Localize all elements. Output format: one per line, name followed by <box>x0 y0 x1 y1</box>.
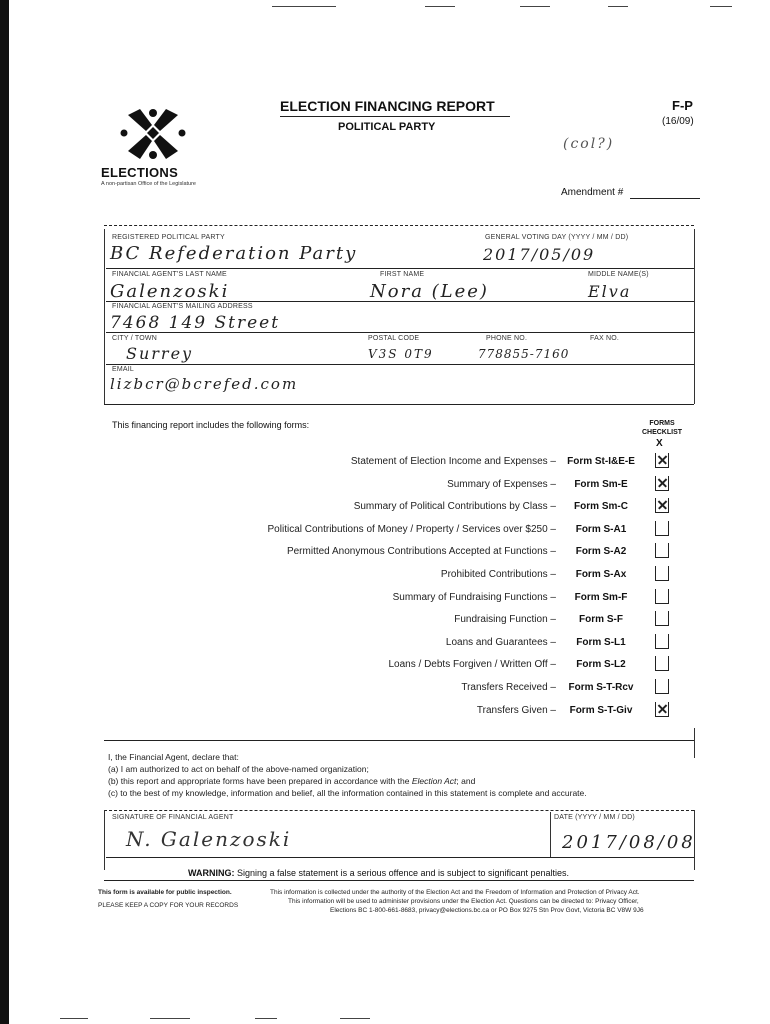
warning-text: Signing a false statement is a serious offence and is subject to significant penalties. <box>237 868 570 878</box>
signature-box-left <box>104 810 105 870</box>
footer-public: This form is available for public inspection. <box>98 889 232 896</box>
form-version: (16/09) <box>662 116 694 127</box>
voting-day-value: 2017/05/09 <box>483 245 596 264</box>
form-checkbox[interactable] <box>655 589 669 604</box>
scan-mark <box>608 6 628 7</box>
warning-line <box>104 880 694 881</box>
box-left <box>104 229 105 404</box>
form-row-desc: Prohibited Contributions – <box>440 569 556 580</box>
form-row-desc: Summary of Political Contributions by Class – <box>353 501 556 512</box>
middle-name-label: MIDDLE NAME(S) <box>588 271 649 278</box>
amendment-label: Amendment # <box>561 187 624 198</box>
amendment-line <box>630 198 700 199</box>
declaration-b <box>108 776 475 786</box>
postal-value: V3S 0T9 <box>368 347 434 361</box>
form-row-code: Form S-Ax <box>575 569 627 580</box>
form-checkbox[interactable] <box>655 498 669 513</box>
elections-logo <box>118 103 188 165</box>
form-row-code: Form Sm-E <box>574 479 628 490</box>
form-row-desc: Summary of Fundraising Functions – <box>392 592 556 603</box>
form-checkbox[interactable] <box>655 679 669 694</box>
form-row-desc: Transfers Received – <box>461 682 556 693</box>
party-label: REGISTERED POLITICAL PARTY <box>112 234 225 241</box>
phone-label: PHONE NO. <box>486 335 528 342</box>
scan-mark <box>520 6 550 7</box>
form-row-desc: Statement of Election Income and Expenses – <box>350 456 556 467</box>
form-row-code: Form Sm-F <box>574 592 628 603</box>
form-row-code: Form S-T-Rcv <box>568 682 634 693</box>
last-name-label: FINANCIAL AGENT'S LAST NAME <box>112 271 227 278</box>
logo-tagline: A non-partisan Office of the Legislature <box>101 181 196 187</box>
forms-intro: This financing report includes the following forms: <box>112 420 310 430</box>
report-title: ELECTION FINANCING REPORT <box>280 98 495 114</box>
date-divider <box>550 812 551 857</box>
scan-mark <box>425 6 455 7</box>
form-checkbox[interactable] <box>655 702 669 717</box>
address-value: 7468 149 Street <box>110 313 281 333</box>
date-label: DATE (YYYY / MM / DD) <box>554 814 635 821</box>
footer-info-1: This information is collected under the authority of the Election Act and the Freedom of Information and Protection of Privacy Act. <box>270 889 640 896</box>
form-checkbox[interactable] <box>655 566 669 581</box>
declaration-c: (c) to the best of my knowledge, information and belief, all the information contained in this statement is complete and accurate. <box>108 788 587 798</box>
postal-label: POSTAL CODE <box>368 335 420 342</box>
form-row-code: Form St-I&E-E <box>567 456 635 467</box>
declaration-b-suffix: ; and <box>456 776 476 786</box>
checklist-x: X <box>656 438 663 449</box>
email-label: EMAIL <box>112 366 135 373</box>
signature-box-top <box>104 810 694 811</box>
city-label: CITY / TOWN <box>112 335 157 342</box>
declaration-a: (a) I am authorized to act on behalf of the above-named organization; <box>108 764 369 774</box>
first-name-value: Nora (Lee) <box>370 281 489 302</box>
box-right <box>694 229 695 404</box>
report-subtitle: POLITICAL PARTY <box>338 121 436 133</box>
checklist-header: FORMS CHECKLIST <box>641 420 683 436</box>
signature-label: SIGNATURE OF FINANCIAL AGENT <box>112 814 234 821</box>
scan-mark <box>272 6 336 7</box>
handwritten-note: (col?) <box>563 136 615 152</box>
form-row-code: Form S-L2 <box>576 659 626 670</box>
row-line-4 <box>106 364 694 365</box>
date-value: 2017/08/08 <box>562 832 696 853</box>
form-row-desc: Summary of Expenses – <box>447 479 556 490</box>
form-checkbox[interactable] <box>655 543 669 558</box>
first-name-label: FIRST NAME <box>380 271 425 278</box>
row-line-2 <box>106 301 694 302</box>
form-row-desc: Loans and Guarantees – <box>445 637 556 648</box>
form-row-code: Form S-T-Giv <box>569 705 633 716</box>
scan-mark <box>150 1018 190 1019</box>
party-value: BC Refederation Party <box>110 243 358 264</box>
form-code: F-P <box>672 98 693 113</box>
form-row-desc: Transfers Given – <box>476 705 556 716</box>
phone-value: 778855-7160 <box>478 347 570 361</box>
form-row-desc: Permitted Anonymous Contributions Accepted at Functions – <box>286 546 556 557</box>
checklist-bottom <box>104 740 694 741</box>
box-bottom <box>104 404 694 405</box>
form-checkbox[interactable] <box>655 656 669 671</box>
footer-copy: PLEASE KEEP A COPY FOR YOUR RECORDS <box>98 902 239 909</box>
row-line-1 <box>106 268 694 269</box>
form-checkbox[interactable] <box>655 453 669 468</box>
warning-label: WARNING: <box>188 868 235 878</box>
footer-info-2: This information will be used to administer provisions under the Election Act. Questions can be directed to: Privacy Officer, <box>288 898 639 905</box>
form-row-desc: Loans / Debts Forgiven / Written Off – <box>388 659 556 670</box>
scan-mark <box>340 1018 370 1019</box>
address-label: FINANCIAL AGENT'S MAILING ADDRESS <box>112 303 253 310</box>
form-checkbox[interactable] <box>655 521 669 536</box>
form-row-desc: Political Contributions of Money / Property / Services over $250 – <box>267 524 556 535</box>
footer-info-3: Elections BC 1-800-661-8683, privacy@elections.bc.ca or PO Box 9275 Stn Prov Govt, Victoria BC V8W 9J6 <box>330 907 644 914</box>
logo-wordmark: ELECTIONS <box>101 165 179 180</box>
signature-line <box>106 857 694 858</box>
scan-mark <box>60 1018 88 1019</box>
signature-value: N. Galenzoski <box>126 827 292 851</box>
scan-edge <box>0 0 9 1024</box>
form-row-desc: Fundraising Function – <box>454 614 556 625</box>
form-row-code: Form S-A1 <box>575 524 627 535</box>
city-value: Surrey <box>126 344 194 363</box>
form-row-code: Form S-A2 <box>575 546 627 557</box>
form-checkbox[interactable] <box>655 476 669 491</box>
voting-day-label: GENERAL VOTING DAY (YYYY / MM / DD) <box>485 234 629 241</box>
checklist-right-edge <box>694 728 695 758</box>
middle-name-value: Elva <box>588 282 632 301</box>
email-value: lizbcr@bcrefed.com <box>110 375 299 393</box>
form-checkbox[interactable] <box>655 634 669 649</box>
form-row-code: Form S-F <box>579 614 623 625</box>
scan-mark <box>710 6 732 7</box>
last-name-value: Galenzoski <box>110 281 230 302</box>
form-row-code: Form Sm-C <box>574 501 628 512</box>
form-checkbox[interactable] <box>655 611 669 626</box>
title-underline <box>280 116 510 117</box>
row-line-3 <box>106 332 694 333</box>
declaration-b-act: Election Act <box>411 776 457 786</box>
warning <box>188 868 569 878</box>
fax-label: FAX NO. <box>590 335 620 342</box>
box-top <box>104 225 694 226</box>
declaration-intro: I, the Financial Agent, declare that: <box>108 752 239 762</box>
form-row-code: Form S-L1 <box>576 637 626 648</box>
scan-mark <box>255 1018 277 1019</box>
declaration-b-text: (b) this report and appropriate forms have been prepared in accordance with the <box>108 776 412 786</box>
